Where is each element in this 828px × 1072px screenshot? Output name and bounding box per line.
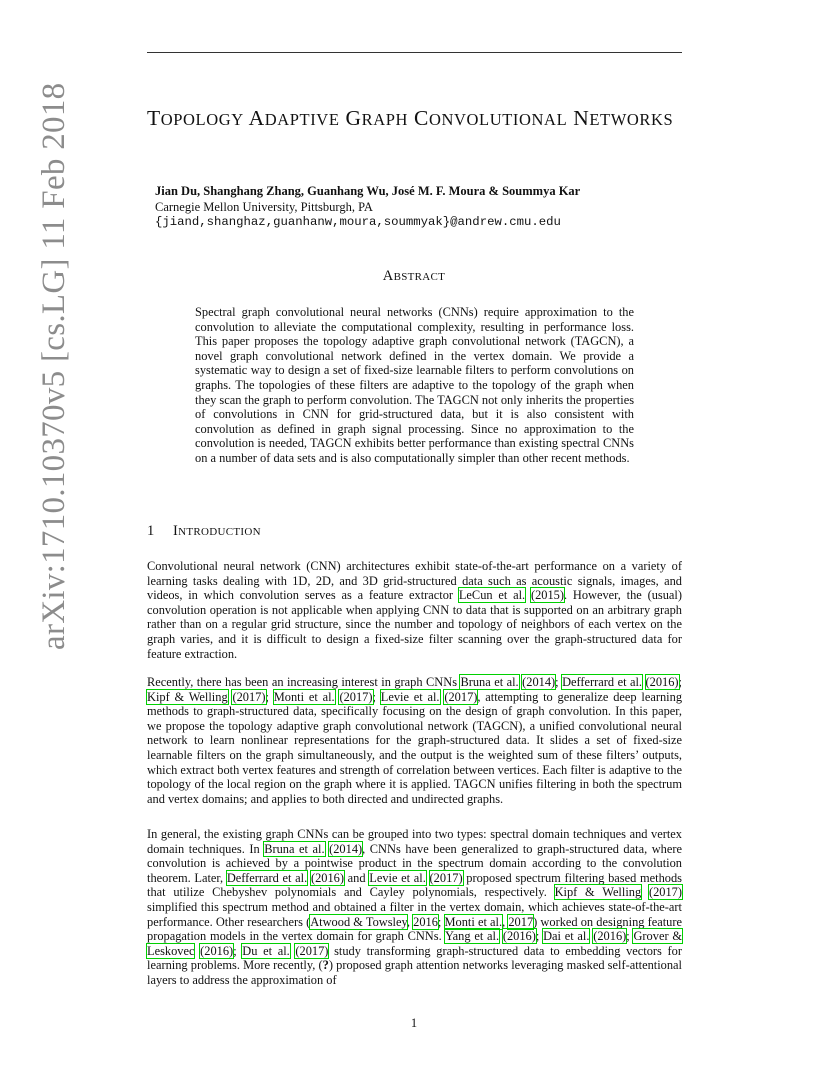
affiliation: Carnegie Mellon University, Pittsburgh, PA bbox=[155, 199, 373, 214]
section-title: INTRODUCTION bbox=[173, 523, 261, 539]
section-number: 1 bbox=[147, 523, 155, 539]
paragraph-2 bbox=[147, 675, 682, 806]
page-number: 1 bbox=[410, 1016, 418, 1030]
text-run: proposed spectrum filtering based methods that utilize Chebyshev polynomials and Cayley polynomials, respectively. bbox=[147, 870, 682, 900]
citation-link[interactable]: Du et al. bbox=[242, 943, 290, 958]
text-run: In general, the existing graph CNNs can be grouped into two types: spectral domain techniques and vertex domain techniques. In bbox=[147, 827, 682, 856]
author-names: Jian Du, Shanghang Zhang, Guanhang Wu, José M. F. Moura & Soummya Kar bbox=[155, 184, 581, 198]
text-run bbox=[641, 885, 649, 899]
citation-link[interactable]: Atwood & Towsley bbox=[310, 914, 407, 929]
top-rule bbox=[147, 52, 682, 53]
citation-link[interactable]: Dai et al. bbox=[543, 929, 590, 944]
text-run: , bbox=[502, 914, 509, 929]
text-run: and bbox=[343, 870, 370, 885]
citation-link[interactable]: (2016) bbox=[593, 929, 627, 944]
text-run: ; bbox=[437, 914, 445, 929]
text-run: ; bbox=[233, 943, 243, 958]
citation-link[interactable]: (2017) bbox=[295, 943, 329, 958]
citation-link[interactable]: Levie et al. bbox=[380, 689, 440, 704]
paragraph-3 bbox=[147, 827, 682, 988]
citation-link[interactable]: Bruna et al. bbox=[460, 675, 519, 689]
text-run: ) worked on designing feature propagation models in the vertex domain for graph CNNs. bbox=[147, 914, 682, 944]
citation-link[interactable]: 2016 bbox=[413, 914, 438, 929]
citation-link[interactable]: Monti et al. bbox=[444, 914, 503, 929]
citation-link[interactable]: (2016) bbox=[200, 943, 234, 958]
text-run: ; bbox=[535, 929, 544, 944]
email: {jiand,shanghaz,guanhanw,moura,soummyak}@andrew.cmu.edu bbox=[155, 215, 561, 229]
citation-link[interactable]: (2017) bbox=[648, 885, 682, 900]
citation-link[interactable]: (2016) bbox=[645, 675, 679, 689]
text-run: ; bbox=[626, 929, 634, 944]
citation-link[interactable]: (2014) bbox=[522, 675, 556, 689]
author-block bbox=[155, 184, 695, 231]
citation-link[interactable]: Monti et al. bbox=[273, 689, 335, 704]
text-run: , bbox=[406, 914, 414, 929]
abstract-heading bbox=[0, 268, 828, 285]
citation-link[interactable]: Grover & Leskovec bbox=[147, 929, 682, 958]
citation-link[interactable]: LeCun et al. bbox=[458, 588, 526, 603]
paper-title-text: TOPOLOGY ADAPTIVE GRAPH CONVOLUTIONAL NETWORKS bbox=[147, 106, 674, 130]
text-run: Recently, there has been an increasing interest in graph CNNs bbox=[147, 675, 461, 689]
text-run: ; bbox=[372, 689, 381, 704]
citation-link[interactable]: (2017) bbox=[429, 870, 463, 885]
text-run: Convolutional neural network (CNN) architectures exhibit state-of-the-art performance on a variety of learning tasks dealing with 1D, 2D, and 3D grid-structured data such as acoustic signals, images, and videos, in which convolution serves as a feature extractor bbox=[147, 559, 682, 603]
text-run bbox=[426, 871, 430, 885]
text-run: simplified this spectrum method and obtained a filter in the vertex domain, which achieves state-of-the-art performance. Other researchers ( bbox=[147, 899, 682, 929]
text-run: . However, the (usual) convolution operation is not applicable when applying CNN to data that is supported on an arbitrary graph rather than on a regular grid structure, since the number and topology of neighbors of each vertex on the graph varies, and it is difficult to design a fixed-size filter scanning over the graph-structured data for feature extraction. bbox=[147, 588, 683, 661]
text-run: , attempting to generalize deep learning methods to graph-structured data, specifically focusing on the design of graph convolution. In this paper, we propose the topology adaptive graph convolutional network (TAGCN), a unified convolutional neural network to learn nonlinear representations for the graph-structured data. It slides a set of fixed-size learnable filters on the graph simultaneously, and the output is the weighted sum of these filters’ outputs, which extract both vertex features and strength of correlation between vertices. Each filter is adaptive to the topology of the local region on the graph where it is applied. TAGCN unifies filtering in both the spectrum and vertex domains; and applies to both directed and undirected graphs. bbox=[147, 689, 683, 806]
paragraph-1 bbox=[147, 559, 682, 661]
citation-link[interactable]: (2016) bbox=[310, 870, 344, 885]
text-run: study transforming graph-structured data to embedding vectors for learning problems. More recently, ( bbox=[147, 943, 682, 973]
text-run: ; bbox=[678, 675, 682, 689]
citation-link[interactable]: Defferrard et al. bbox=[562, 675, 643, 689]
citation-link[interactable]: (2015) bbox=[530, 588, 564, 603]
citation-link[interactable]: Kipf & Welling bbox=[554, 885, 642, 900]
paper-title bbox=[147, 104, 707, 134]
abstract-heading-text: ABSTRACT bbox=[382, 268, 446, 284]
text-run: , CNNs have been generalized to graph-structured data, where convolution is achieved by a pointwise product in the spectrum domain according to the convolution theorem. Later, bbox=[147, 841, 682, 885]
bold-citation: ? bbox=[322, 958, 329, 973]
citation-link[interactable]: (2017) bbox=[339, 689, 373, 704]
text-run: ; bbox=[265, 689, 274, 704]
citation-link[interactable]: Kipf & Welling bbox=[147, 689, 228, 704]
citation-link[interactable]: Yang et al. bbox=[444, 929, 500, 944]
citation-link[interactable]: 2017 bbox=[508, 914, 534, 929]
abstract-text: Spectral graph convolutional neural networks (CNNs) require approximation to the convolution to alleviate the computational complexity, resulting in performance loss. This paper proposes the topology adaptive graph convolutional network (TAGCN), a novel graph convolutional network defined in the vertex domain. We provide a systematic way to design a set of fixed-size learnable filters to perform convolutions on graphs. The topologies of these filters are adaptive to the topology of the graph when they scan the graph to perform convolution. The TAGCN not only inherits the properties of convolutions in CNN for grid-structured data, but it is also consistent with convolution as defined in graph signal processing. Since no approximation to the convolution is needed, TAGCN exhibits better performance than existing spectral CNNs on a number of data sets and is also computationally simpler than other recent methods. bbox=[195, 305, 635, 465]
text-run: ; bbox=[555, 675, 563, 689]
citation-link[interactable]: (2016) bbox=[502, 929, 536, 944]
citation-link[interactable]: Levie et al. bbox=[369, 870, 426, 885]
citation-link[interactable]: Bruna et al. bbox=[264, 841, 325, 856]
citation-link[interactable]: (2014) bbox=[329, 841, 363, 856]
citation-link[interactable]: (2017) bbox=[444, 689, 478, 704]
text-run bbox=[642, 675, 645, 689]
citation-link[interactable]: (2017) bbox=[232, 689, 266, 704]
arxiv-side-label: arXiv:1710.10370v5 [cs.LG] 11 Feb 2018 bbox=[36, 82, 72, 650]
section-heading bbox=[147, 523, 261, 540]
text-run: ) proposed graph attention networks leveraging masked self-attentional layers to address the approximation of bbox=[147, 958, 683, 987]
citation-link[interactable]: Defferrard et al. bbox=[226, 870, 308, 885]
